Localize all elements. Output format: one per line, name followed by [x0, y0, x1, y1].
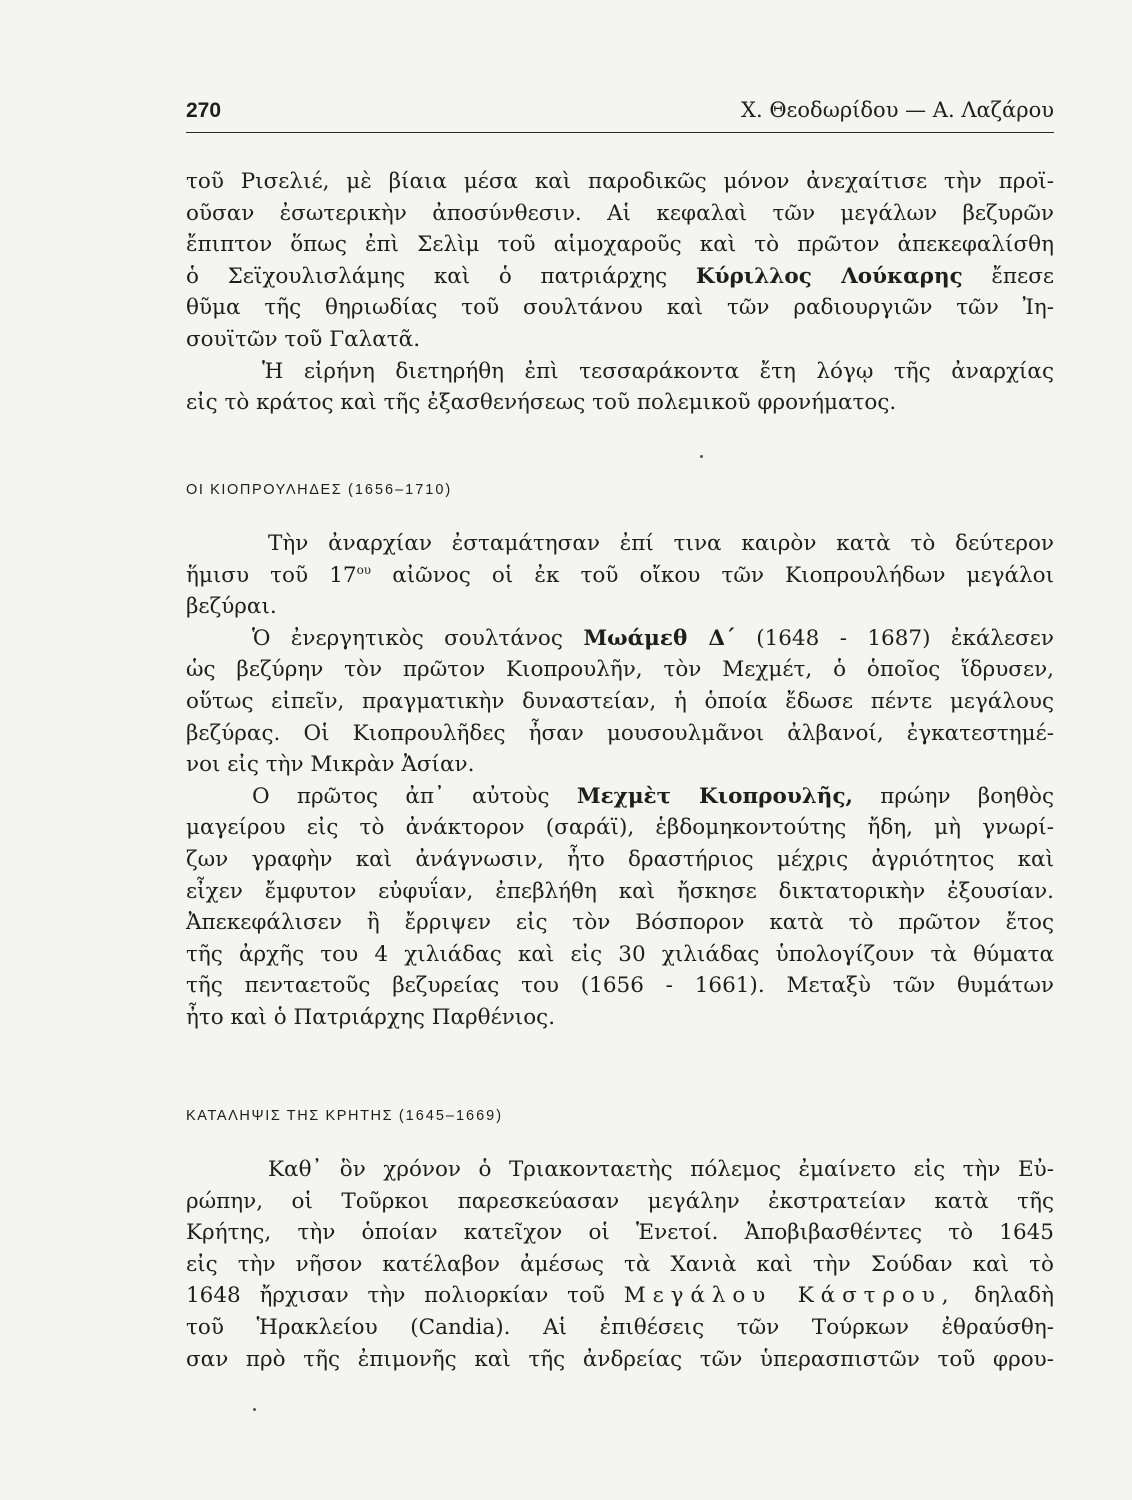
text-line: Ἡ εἰρήνη διετηρήθη ἐπὶ τεσσαράκοντα ἔτη λόγῳ τῆς ἀναρχίας: [262, 358, 1054, 384]
text-line: νοι εἰς τὴν Μικρὰν Ἀσίαν.: [186, 752, 475, 778]
text-line: [186, 623, 1054, 655]
superscript: ου: [356, 562, 372, 577]
section-heading-crete: [186, 1108, 503, 1124]
text-line: ἔπιπτον ὅπως ἐπὶ Σελὶμ τοῦ αἱμοχαροῦς καὶ τὸ πρῶτον ἀπεκεφαλίσθη: [186, 232, 1054, 258]
text-line: σουϊτῶν τοῦ Γαλατᾶ.: [186, 326, 421, 352]
text-line: Καθ᾿ ὃν χρόνον ὁ Τριακονταετὴς πόλεμος ἐμαίνετο εἰς τὴν Εὐ-: [268, 1157, 1054, 1182]
text-run: δηλαδὴ: [974, 1283, 1054, 1309]
text-run: αἰῶνος οἱ ἐκ τοῦ οἴκου τῶν Κιοπρουλήδων μεγάλοι: [392, 562, 1054, 588]
header-rule: [186, 132, 1054, 133]
page-number: 270: [186, 99, 222, 122]
text-run: ἔπεσε: [991, 263, 1055, 289]
text-line: εἶχεν ἔμφυτον εὐφυΐαν, ἐπεβλήθη καὶ ἤσκησε δικτατορικὴν ἐξουσίαν.: [186, 878, 1054, 904]
text-line: τῆς πενταετοῦς βεζυρείας του (1656 - 1661). Μεταξὺ τῶν θυμάτων: [186, 973, 1054, 999]
paragraph-block-2: [186, 528, 1054, 1034]
text-run: πρώην βοηθὸς: [880, 783, 1054, 809]
spaced-megalou-kastrou: Μεγάλου Κάστρου,: [623, 1283, 956, 1309]
running-title: Χ. Θεοδωρίδου — Α. Λαζάρου: [741, 98, 1054, 122]
text-line: ζων γραφὴν καὶ ἀνάγνωσιν, ἦτο δραστήριος μέχρις ἀγριότητος καὶ: [186, 846, 1054, 872]
text-run: 1648 ἤρχισαν τὴν πολιορκίαν τοῦ: [186, 1283, 605, 1309]
heading-years: (1656–1710): [347, 482, 453, 498]
text-line: οὕτως εἰπεῖν, πραγματικὴν δυναστείαν, ἡ ὁποία ἔδωσε πέντε μεγάλους: [186, 688, 1054, 714]
text-line: εἰς τὸ κράτος καὶ τῆς ἐξασθενήσεως τοῦ πολεμικοῦ φρονήματος.: [186, 390, 897, 416]
text-run: ὁ Σεϊχουλισλάμης καὶ ὁ πατριάρχης: [186, 263, 668, 289]
text-line: εἰς τὴν νῆσον κατέλαβον ἀμέσως τὰ Χανιὰ καὶ τὴν Σούδαν καὶ τὸ: [186, 1251, 1054, 1277]
text-run: Ο πρῶτος ἀπ᾿ αὐτοὺς: [252, 783, 550, 809]
text-line: [186, 560, 1054, 592]
heading-title: ΚΑΤΑΛΗΨΙΣ ΤΗΣ ΚΡΗΤΗΣ: [186, 1108, 394, 1124]
text-line: Τὴν ἀναρχίαν ἐσταμάτησαν ἐπί τινα καιρὸν κατὰ τὸ δεύτερον: [268, 531, 1054, 556]
text-line: Κρήτης, τὴν ὁποίαν κατεῖχον οἱ Ἑνετοί. Ἀποβιβασθέντες τὸ 1645: [186, 1220, 1054, 1246]
name-kyrillos-loukaris: Κύριλλος Λούκαρης: [695, 263, 963, 289]
text-run: (1648 - 1687) ἐκάλεσεν: [756, 625, 1054, 651]
text-line: θῦμα τῆς θηριωδίας τοῦ σουλτάνου καὶ τῶν ραδιουργιῶν τῶν Ἰη-: [186, 295, 1054, 321]
text-line: βεζύραι.: [186, 594, 277, 620]
text-line: τοῦ Ρισελιέ, μὲ βίαια μέσα καὶ παροδικῶς μόνον ἀνεχαίτισε τὴν προϊ-: [186, 169, 1054, 194]
heading-title: ΟΙ ΚΙΟΠΡΟΥΛΗΔΕΣ: [186, 482, 343, 498]
name-mohammed-iv: Μωάμεθ Δ΄: [583, 625, 736, 651]
text-line: [186, 261, 1054, 293]
text-line: Ἀπεκεφάλισεν ἢ ἔρριψεν εἰς τὸν Βόσπορον κατὰ τὸ πρῶτον ἔτος: [186, 910, 1054, 936]
heading-years: (1645–1669): [398, 1108, 504, 1124]
text-line: τῆς ἀρχῆς του 4 χιλιάδας καὶ εἰς 30 χιλιάδας ὑπολογίζουν τὰ θύματα: [186, 941, 1054, 967]
text-line: [186, 1280, 1054, 1312]
name-mehmet-kopru: Μεχμὲτ Κιοπρουλῆς,: [576, 783, 854, 809]
text-line: βεζύρας. Οἱ Κιοπρουλῆδες ἦσαν μουσουλμᾶνοι ἀλβανοί, ἐγκατεστημέ-: [186, 720, 1054, 746]
text-run: Ὁ ἐνεργητικὸς σουλτάνος: [252, 625, 563, 651]
page-header: [186, 98, 1054, 123]
text-line: ἦτο καὶ ὁ Πατριάρχης Παρθένιος.: [186, 1004, 556, 1030]
text-line: ὡς βεζύρην τὸν πρῶτον Κιοπρουλῆν, τὸν Μεχμέτ, ὁ ὁποῖος ἵδρυσεν,: [186, 657, 1054, 683]
print-speck: [700, 455, 703, 458]
text-line: σαν πρὸ τῆς ἐπιμονῆς καὶ τῆς ἀνδρείας τῶν ὑπερασπιστῶν τοῦ φρου-: [186, 1346, 1054, 1372]
section-heading-kiopruluds: [186, 482, 452, 498]
paragraph-block-1: [186, 166, 1054, 419]
paragraph-block-3: [186, 1154, 1054, 1375]
text-line: ρώπην, οἱ Τοῦρκοι παρεσκεύασαν μεγάλην ἐκστρατείαν κατὰ τῆς: [186, 1188, 1054, 1214]
text-run: ἥμισυ τοῦ 17: [186, 562, 357, 588]
text-line: [186, 781, 1054, 813]
text-line: οῦσαν ἐσωτερικὴν ἀποσύνθεσιν. Αἱ κεφαλαὶ τῶν μεγάλων βεζυρῶν: [186, 200, 1054, 226]
text-line: μαγείρου εἰς τὸ ἀνάκτορον (σαράϊ), ἑβδομηκοντούτης ἤδη, μὴ γνωρί-: [186, 815, 1054, 841]
print-speck: [253, 1408, 256, 1411]
text-line: τοῦ Ἡρακλείου (Candia). Αἱ ἐπιθέσεις τῶν Τούρκων ἐθραύσθη-: [186, 1314, 1054, 1340]
